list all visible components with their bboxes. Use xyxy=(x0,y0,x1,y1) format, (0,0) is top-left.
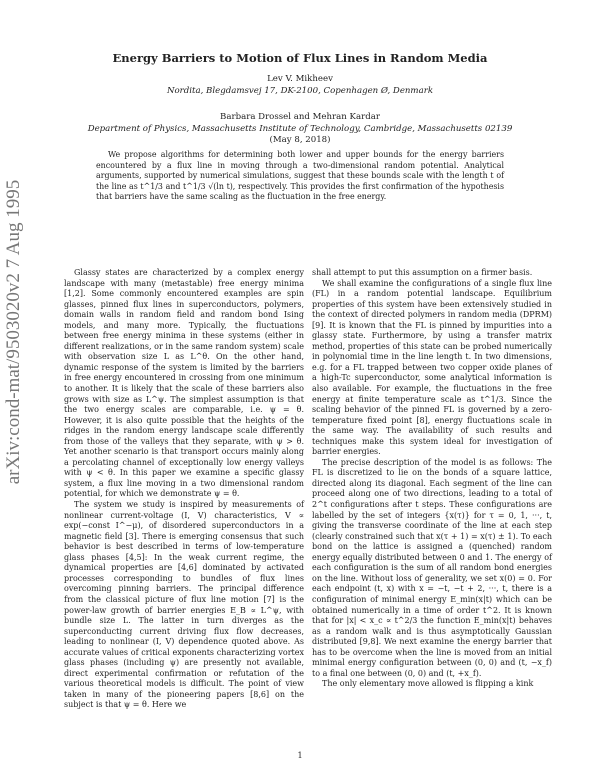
body-paragraph: The only elementary move allowed is flipping a kink xyxy=(322,679,534,689)
author-line-2: Barbara Drossel and Mehran Kardar xyxy=(220,112,380,122)
body-paragraph: The system we study is inspired by measurements of nonlinear current-voltage (I, V) characteristics, V ∝ exp(−const I^−μ), of disordered superconductors in a magnetic field [3]. There is emerging consensus that such behavior is best described in terms of low-temperature glass phases [4,5]: In the weak current regime, the dynamical properties are [4,6] dominated by activated processes corresponding to bundles of flux lines overcoming pinning barriers. The principal difference from the classical picture of flux line motion [7] is the power-law growth of barrier energies E_B ∝ L^ψ, with bundle size L. The latter in turn diverges as the superconducting current driving flux flow decreases, leading to nonlinear (I, V) dependence quoted above. As accurate values of critical exponents characterizing vortex glass phases (including ψ) are presently not available, direct experimental confirmation or refutation of the various theoretical models is difficult. The point of view taken in many of the pioneering papers [8,6] on the subject is that ψ = θ. Here we xyxy=(64,500,304,710)
date: (May 8, 2018) xyxy=(269,135,331,145)
body-paragraph: shall attempt to put this assumption on a firmer basis. xyxy=(312,268,533,277)
author-line-1: Lev V. Mikheev xyxy=(267,74,333,84)
body-paragraph: Glassy states are characterized by a complex energy landscape with many (metastable) free energy minima [1,2]. Some commonly encountered examples are spin glasses, pinned flux lines in superconductors, polymers, domain walls in random field and random bond Ising models, and many more. Typically, the fluctuations between free energy minima in these systems (either in different realizations, or in the same random system) scale with observation size L as L^θ. On the other hand, dynamic response of the system is limited by the barriers in free energy encountered in crossing from one minimum to another. It is likely that the scale of these barriers also grows with size as L^ψ. The simplest assumption is that the two energy scales are comparable, i.e. ψ = θ. However, it is also quite possible that the heights of the ridges in the random energy landscape scale differently from those of the valleys that they separate, with ψ > θ. Yet another scenario is that transport occurs mainly along a percolating channel of exceptionally low energy valleys with ψ < θ. In this paper we examine a specific glassy system, a flux line moving in a two dimensional random potential, for which we demonstrate ψ = θ. xyxy=(64,268,304,499)
affiliation-2: Department of Physics, Massachusetts Institute of Technology, Cambridge, Massachusetts 02139 xyxy=(87,124,513,134)
left-column xyxy=(64,268,304,711)
arxiv-stamp: arXiv:cond-mat/9503020v2 7 Aug 1995 xyxy=(3,179,24,485)
right-column xyxy=(312,268,552,690)
body-paragraph: The precise description of the model is as follows: The FL is discretized to lie on the bonds of a square lattice, directed along its diagonal. Each segment of the line can proceed along one of two directions, leading to a total of 2^t configurations after t steps. These configurations are labelled by the set of integers {x(τ)} for τ = 0, 1, ···, t, giving the transverse coordinate of the line at each step (clearly constrained such that x(τ + 1) = x(τ) ± 1). To each bond on the lattice is assigned a (quenched) random energy equally distributed between 0 and 1. The energy of each configuration is the sum of all random bond energies on the line. Without loss of generality, we set x(0) = 0. For each endpoint (t, x) with x = −t, −t + 2, ···, t, there is a configuration of minimal energy E_min(x|t) which can be obtained numerically in a time of order t^2. It is known that for |x| < x_c ∝ t^2/3 the function E_min(x|t) behaves as a random walk and is thus asymptotically Gaussian distributed [9,8]. We next examine the energy barrier that has to be overcome when the line is moved from an initial minimal energy configuration between (0, 0) and (t, −x_f) to a final one between (0, 0) and (t, +x_f). xyxy=(312,457,552,678)
page-number: 1 xyxy=(297,751,303,760)
paper-title: Energy Barriers to Motion of Flux Lines in Random Media xyxy=(112,51,488,65)
affiliation-1: Nordita, Blegdamsvej 17, DK-2100, Copenhagen Ø, Denmark xyxy=(166,86,434,96)
body-paragraph: We shall examine the configurations of a single flux line (FL) in a random potential landscape. Equilibrium properties of this system have been extensively studied in the context of directed polymers in random media (DPRM) [9]. It is known that the FL is pinned by impurities into a glassy state. Furthermore, by using a transfer matrix method, properties of this state can be probed numerically in polynomial time in the line length t. In two dimensions, e.g. for a FL trapped between two copper oxide planes of a high-Tc superconductor, some analytical information is also available. For example, the fluctuations in the free energy at finite temperature scale as t^1/3. Since the scaling behavior of the pinned FL is governed by a zero-temperature fixed point [8], energy fluctuations scale in the same way. The availability of such results and techniques make this system ideal for investigation of barrier energies. xyxy=(312,278,552,457)
abstract: We propose algorithms for determining both lower and upper bounds for the energy barriers encountered by a flux line in moving through a two-dimensional random potential. Analytical arguments, supported by numerical simulations, suggest that these bounds scale with the length t of the line as t^1/3 and t^1/3 √(ln t), respectively. This provides the first confirmation of the hypothesis that barriers have the same scaling as the fluctuation in the free energy. xyxy=(96,150,504,202)
